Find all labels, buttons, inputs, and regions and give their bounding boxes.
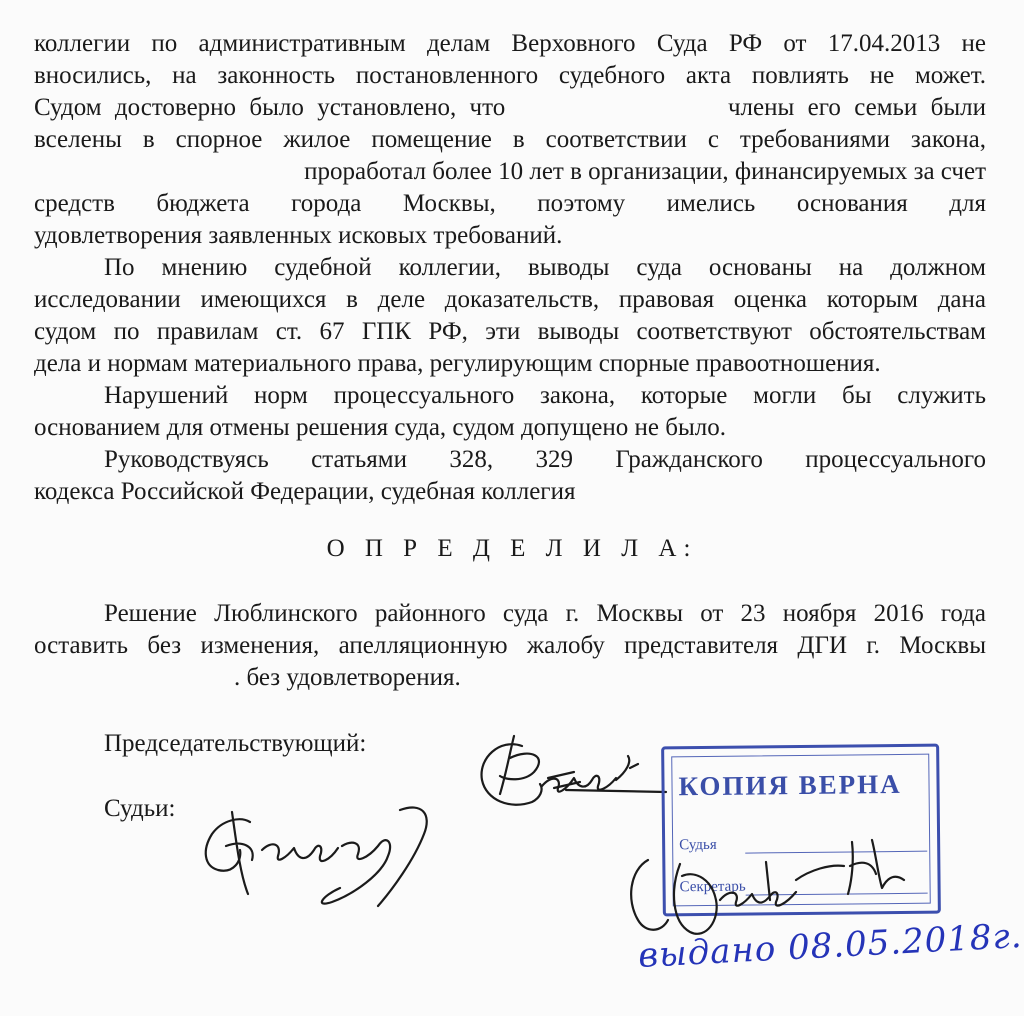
body-line-13: основанием для отмены решения суда, судом допущено не было. (34, 414, 726, 441)
body-line-9: исследовании имеющихся в деле доказательств, правовая оценка которым дана (34, 286, 986, 313)
body-line-8: По мнению судебной коллегии, выводы суда основаны на должном (104, 254, 986, 281)
ruling-line-3-text: . без удовлетворения. (234, 664, 461, 691)
ruling-line-2: оставить без изменения, апелляционную жалобу представителя ДГИ г. Москвы (34, 632, 986, 659)
judge-signature-1 (182, 790, 442, 930)
body-line-3-start: Судом достоверно было установлено, что (34, 94, 506, 121)
body-line-10: судом по правилам ст. 67 ГПК РФ, эти выводы соответствуют обстоятельствам (34, 318, 986, 345)
body-line-5-text: проработал более 10 лет в организации, финансируемых за счет (304, 158, 986, 185)
body-line-2: вносились, на законность постановленного судебного акта повлиять не может. (34, 62, 986, 89)
body-line-12: Нарушений норм процессуального закона, которые могли бы служить (104, 382, 986, 409)
presiding-label: Председательствующий: (104, 730, 367, 757)
stamp-secretary-label: Секретарь (679, 878, 746, 896)
stamp-judge-label: Судья (679, 836, 717, 854)
body-line-1: коллегии по административным делам Верховного Суда РФ от 17.04.2013 не (34, 30, 986, 57)
body-line-4: вселены в спорное жилое помещение в соответствии с требованиями закона, (34, 126, 986, 153)
judges-label: Судьи: (104, 795, 176, 822)
body-line-14: Руководствуясь статьями 328, 329 Гражданского процессуального (104, 446, 986, 473)
body-line-3 (34, 92, 986, 124)
handwritten-issue-note: выдано 08.05.2018г. (637, 915, 1024, 977)
judge-signature-3 (842, 830, 922, 900)
body-line-15: кодекса Российской Федерации, судебная коллегия (34, 478, 576, 505)
body-line-6: средств бюджета города Москвы, поэтому имелись основания для (34, 190, 986, 217)
ruling-line-1: Решение Люблинского районного суда г. Москвы от 23 ноября 2016 года (104, 600, 986, 627)
body-line-7: удовлетворения заявленных исковых требований. (34, 222, 563, 249)
ruling-heading: О П Р Е Д Е Л И Л А: (326, 535, 698, 562)
body-line-5 (204, 156, 986, 188)
body-line-3-end: члены его семьи были (727, 94, 987, 121)
body-line-11: дела и нормам материального права, регулирующим спорные правоотношения. (34, 350, 881, 377)
presiding-signature (470, 728, 670, 818)
ruling-line-3 (34, 662, 986, 694)
stamp-title: КОПИЯ ВЕРНА (678, 768, 902, 802)
